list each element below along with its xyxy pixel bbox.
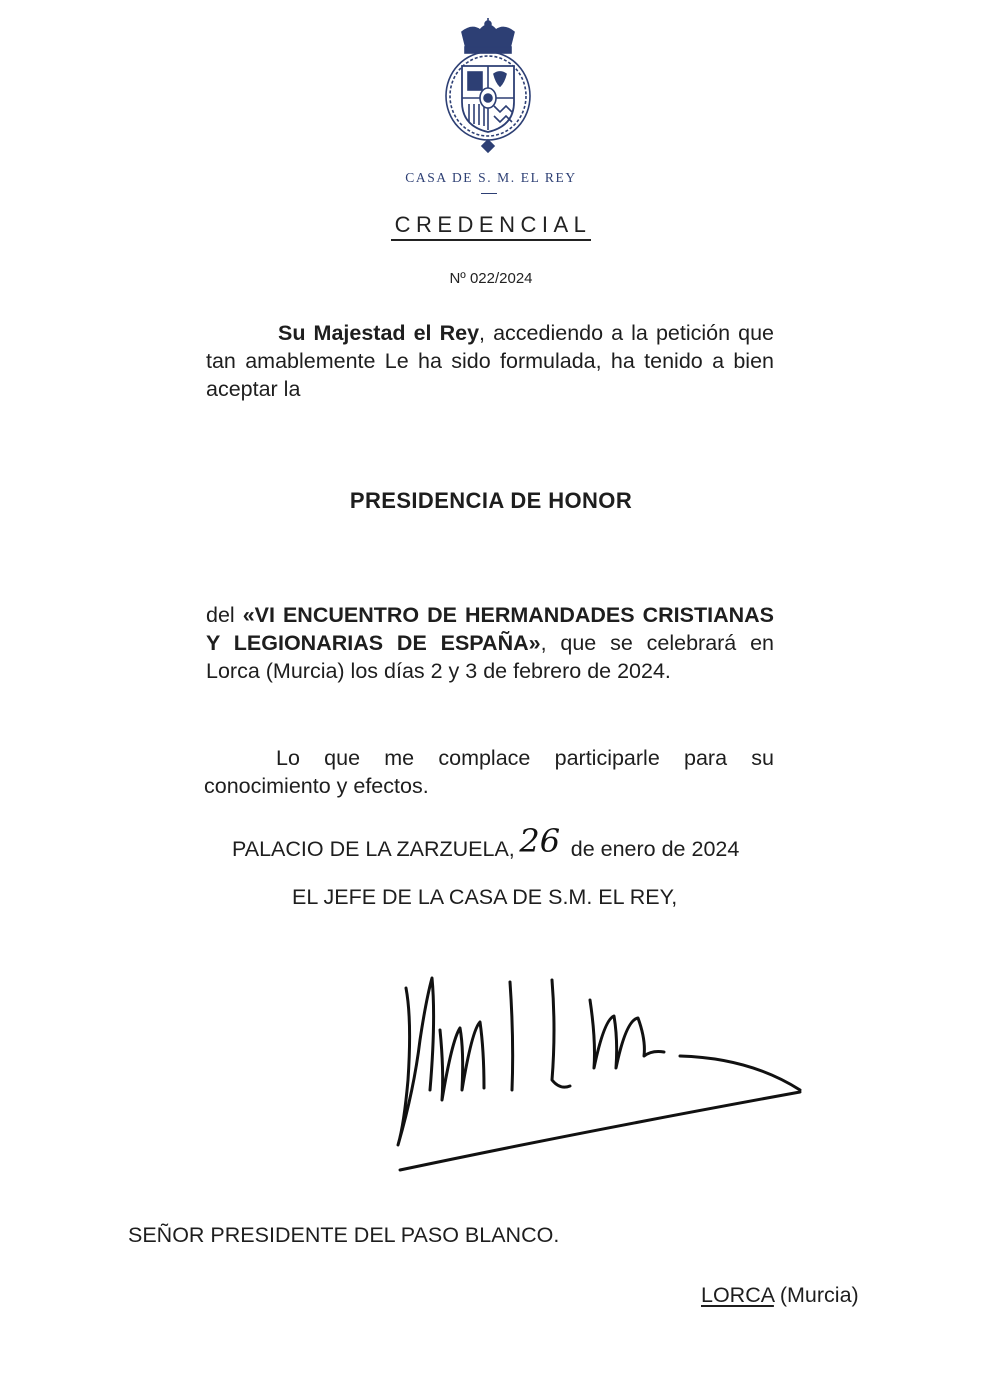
handwritten-day: 26 xyxy=(519,822,561,860)
letterhead-house-name: CASA DE S. M. EL REY xyxy=(405,170,577,185)
addressee: SEÑOR PRESIDENTE DEL PASO BLANCO. xyxy=(128,1223,560,1247)
intro-paragraph: Su Majestad el Rey, accediendo a la petición que tan amablemente Le ha sido formulada, ha tenido a bien aceptar la xyxy=(206,321,774,401)
addressee-location: LORCA (Murcia) xyxy=(701,1283,859,1307)
closing-paragraph: Lo que me complace participarle para su conocimiento y efectos. xyxy=(204,746,774,798)
signatory-title: EL JEFE DE LA CASA DE S.M. EL REY, xyxy=(292,885,678,909)
dateline: PALACIO DE LA ZARZUELA, 26 de enero de 2024 xyxy=(232,822,740,861)
event-paragraph: del «VI ENCUENTRO DE HERMANDADES CRISTIANAS Y LEGIONARIAS DE ESPAÑA», que se celebrará en Lorca (Murcia) los días 2 y 3 de febrero de 2024. xyxy=(206,603,775,683)
document-title: CREDENCIAL xyxy=(0,212,982,238)
royal-coat-of-arms-icon xyxy=(432,18,544,154)
document-number: Nº 022/2024 xyxy=(449,270,533,287)
letterhead-divider xyxy=(481,193,497,194)
honor-heading: PRESIDENCIA DE HONOR xyxy=(349,488,633,513)
handwritten-signature-icon xyxy=(380,960,820,1180)
